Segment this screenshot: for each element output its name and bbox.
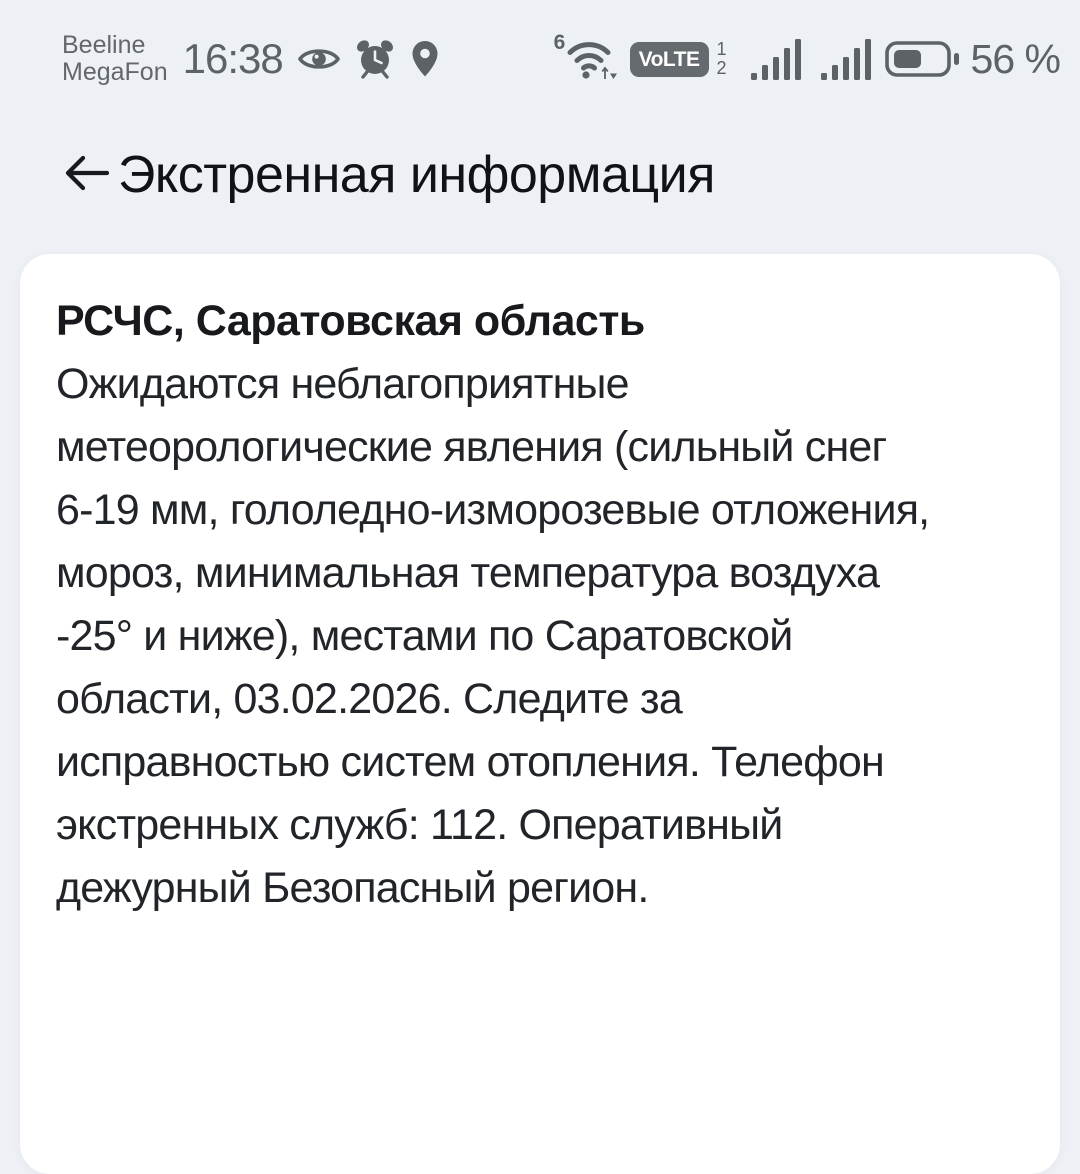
alert-card (20, 254, 1060, 1174)
data-activity-arrows-icon (600, 65, 618, 85)
wifi-generation-label: 6 (553, 31, 566, 54)
alert-message-line: Ожидаются неблагоприятные (56, 360, 629, 408)
carrier-line-2: MegaFon (62, 58, 168, 86)
location-pin-icon (410, 39, 440, 79)
signal-bars-sim2-icon (821, 37, 871, 81)
sim2-label: 2 (716, 58, 727, 78)
battery-icon (885, 39, 961, 79)
sim-slot-indicators (717, 40, 727, 78)
carrier-line-1: Beeline (62, 31, 146, 59)
clock-label: 16:38 (182, 35, 283, 82)
alert-message (56, 353, 1024, 920)
alert-message-line: области, 03.02.2026. Следите за (56, 675, 682, 723)
page-title: Экстренная информация (118, 146, 715, 204)
alert-message-line: исправностью систем отопления. Телефон (56, 738, 884, 786)
signal-bars-sim1-icon (751, 37, 801, 81)
carrier-labels (62, 32, 168, 86)
alert-message-line: мороз, минимальная температура воздуха (56, 549, 880, 597)
alarm-clock-icon (355, 38, 395, 80)
app-header (0, 110, 1080, 240)
alert-message-line: 6-19 мм, гололедно-изморозевые отложения, (56, 486, 930, 534)
volte-badge: VoLTE (630, 42, 709, 77)
battery-percent-label: 56 % (970, 35, 1060, 82)
left-arrow-icon (62, 152, 110, 199)
alert-message-line: экстренных служб: 112. Оперативный (56, 801, 783, 849)
sim1-label: 1 (716, 39, 727, 59)
alert-message-line: дежурный Безопасный регион. (56, 864, 649, 912)
alert-source-heading: РСЧС, Саратовская область (56, 297, 645, 345)
eye-icon (298, 45, 340, 73)
status-bar (0, 0, 1080, 100)
back-button[interactable] (54, 143, 118, 207)
alert-message-line: метеорологические явления (сильный снег (56, 423, 887, 471)
wifi6-icon (554, 33, 616, 85)
alert-message-line: -25° и ниже), местами по Саратовской (56, 612, 793, 660)
